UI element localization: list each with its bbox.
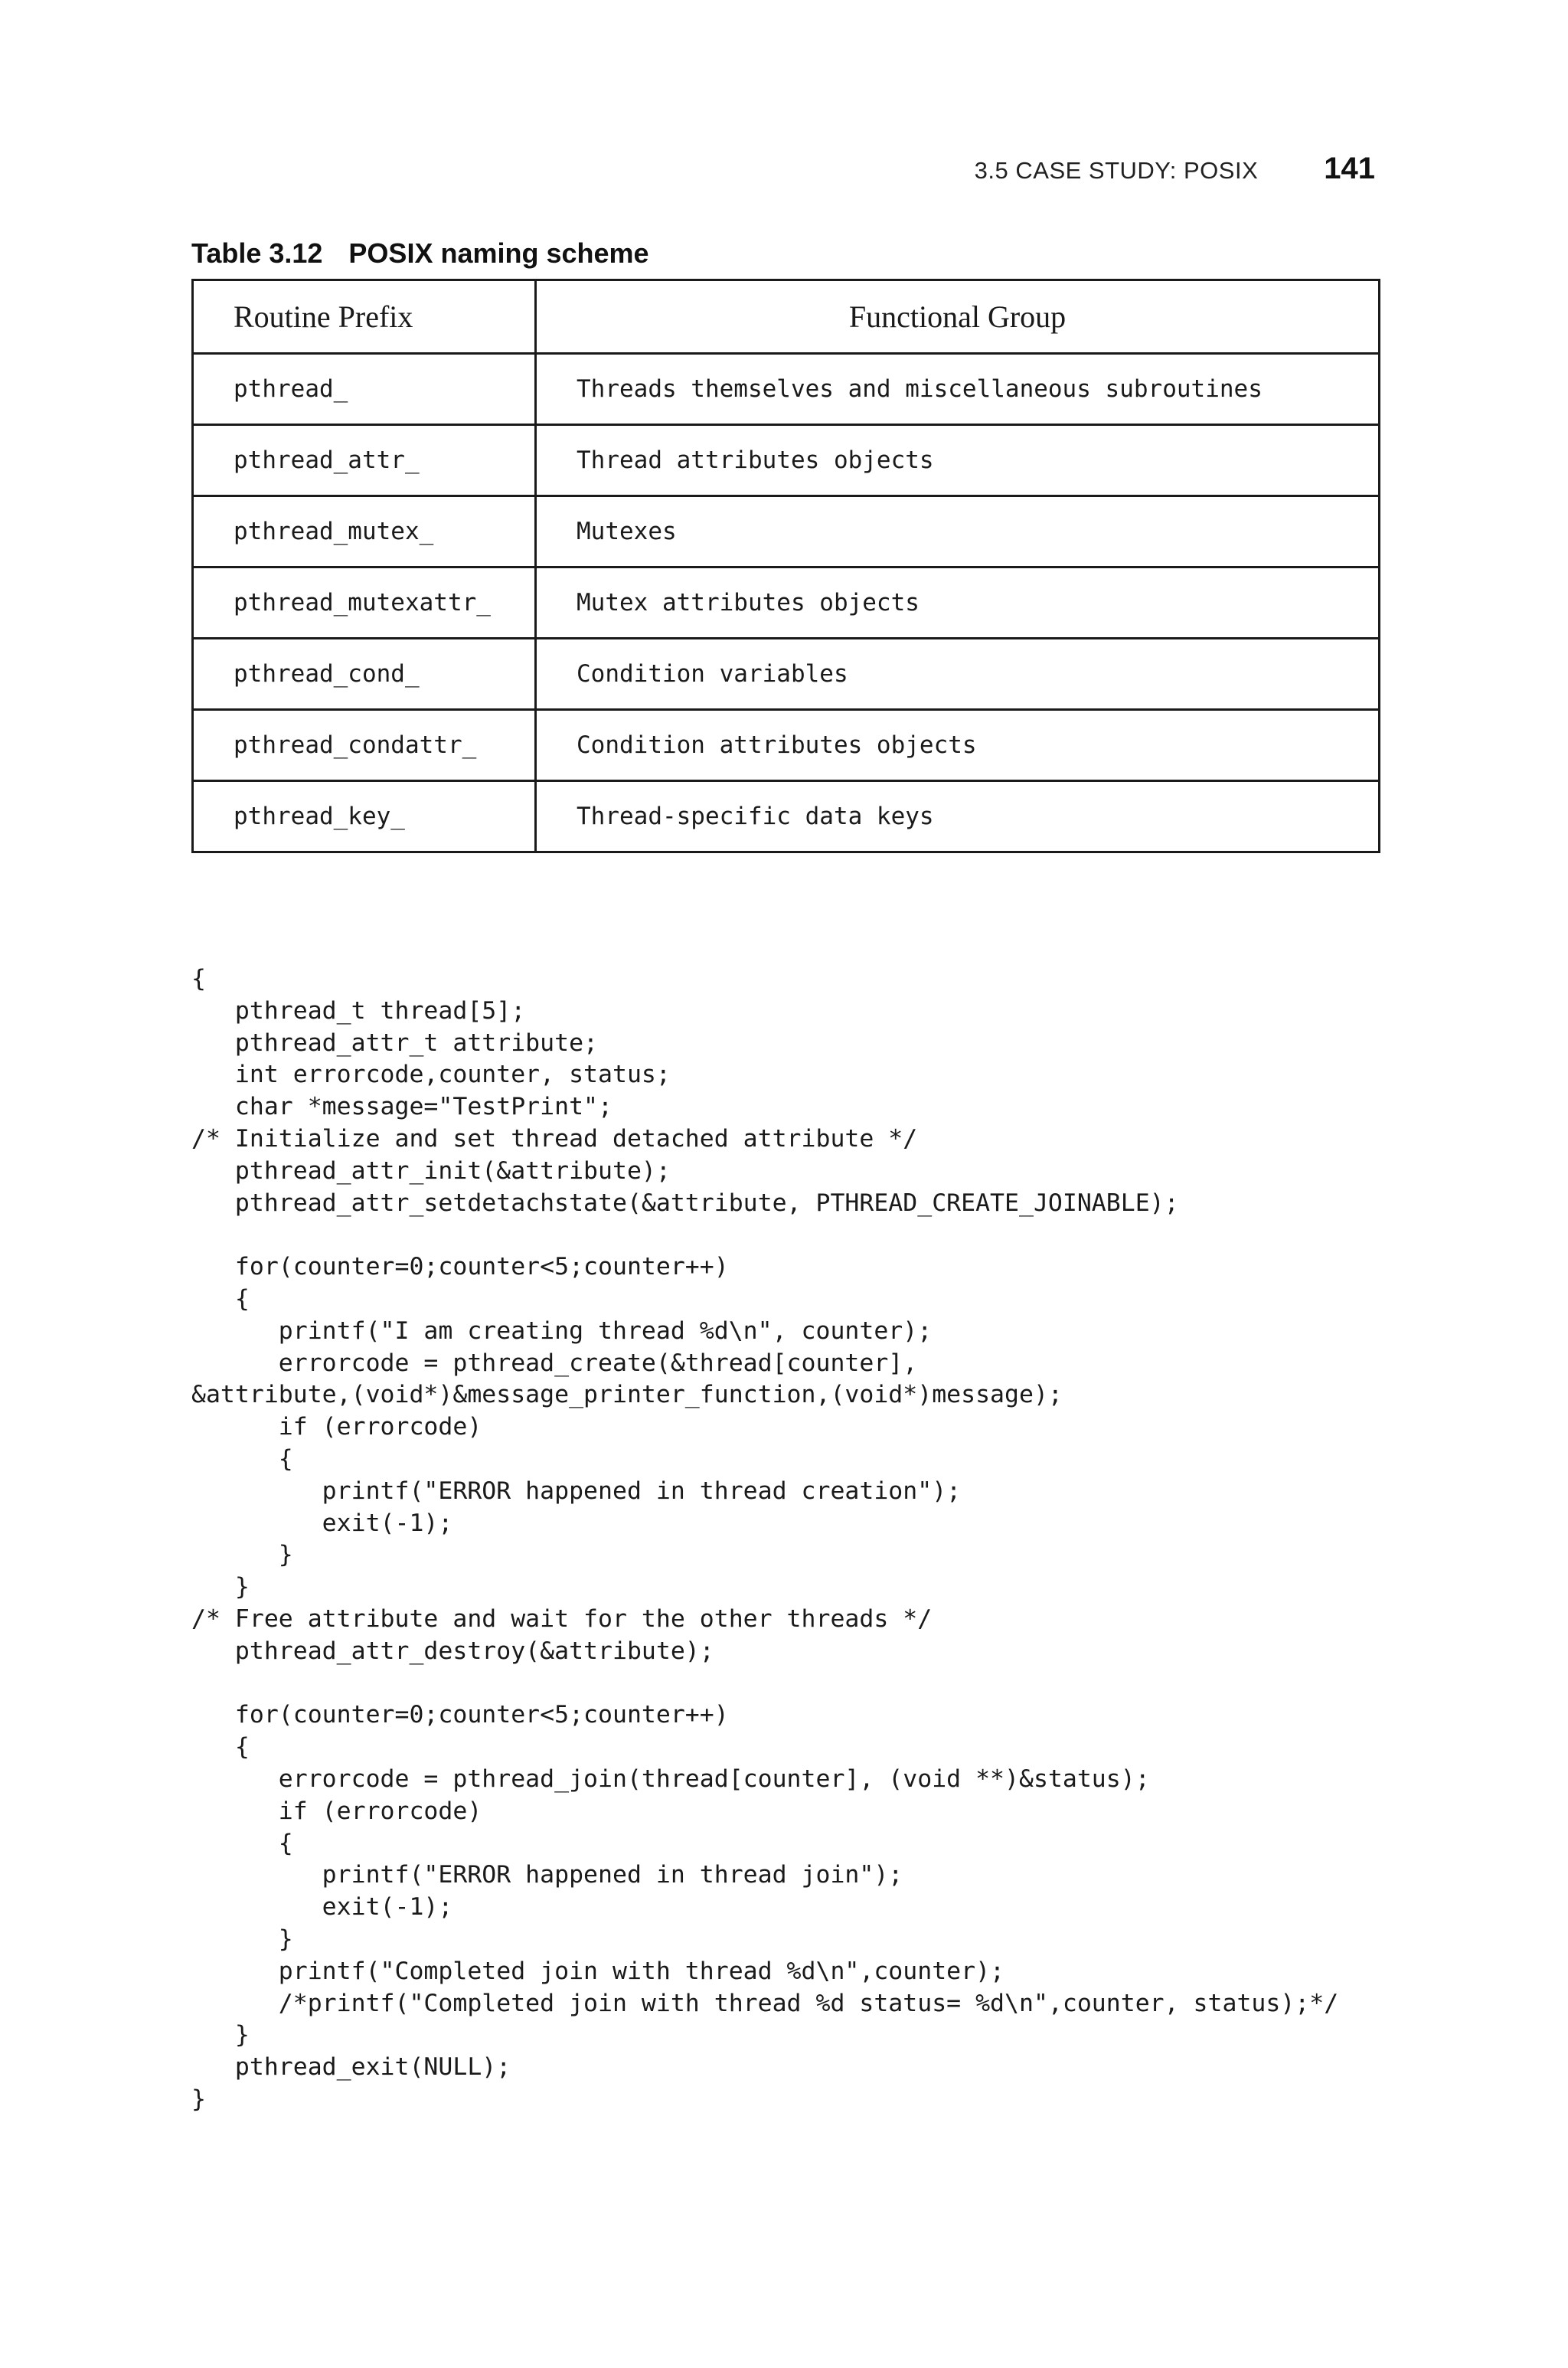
routine-prefix-cell: pthread_key_: [193, 781, 536, 852]
table-row: [193, 639, 1380, 710]
routine-prefix-cell: pthread_attr_: [193, 425, 536, 496]
posix-naming-table: [191, 279, 1380, 853]
column-header-routine-prefix: Routine Prefix: [193, 280, 536, 354]
functional-group-cell: Condition variables: [536, 639, 1380, 710]
column-header-functional-group: Functional Group: [536, 280, 1380, 354]
table-row: [193, 781, 1380, 852]
table-caption: [191, 237, 649, 270]
running-header: [975, 152, 1375, 186]
routine-prefix-cell: pthread_mutexattr_: [193, 567, 536, 639]
functional-group-cell: Thread-specific data keys: [536, 781, 1380, 852]
section-label: 3.5 CASE STUDY: POSIX: [974, 157, 1259, 184]
table-row: [193, 425, 1380, 496]
code-listing: { pthread_t thread[5]; pthread_attr_t attribute; int errorcode,counter, status; char *message="TestPrint"; /* Initialize and set thread detached attribute */ pthread_attr_init(&attribute); pthread_attr_setdetachstate(&attribute, PTHREAD_CREATE_JOINABLE); for(counter=0;counter<5;counter++) { printf("I am creating thread %d\n", counter); errorcode = pthread_create(&thread[counter], &attribute,(void*)&message_printer_function,(void*)message); if (errorcode) { printf("ERROR happened in thread creation"); exit(-1); } } /* Free attribute and wait for the other threads */ pthread_attr_destroy(&attribute); for(counter=0;counter<5;counter++) { errorcode = pthread_join(thread[counter], (void **)&status); if (errorcode) { printf("ERROR happened in thread join"); exit(-1); } printf("Completed join with thread %d\n",counter); /*printf("Completed join with thread %d status= %d\n",counter, status);*/ } pthread_exit(NULL); }: [191, 965, 1339, 2113]
table-caption-title: POSIX naming scheme: [348, 237, 649, 269]
functional-group-cell: Threads themselves and miscellaneous subroutines: [536, 354, 1380, 425]
table-row: [193, 710, 1380, 781]
table-row: [193, 496, 1380, 567]
functional-group-cell: Condition attributes objects: [536, 710, 1380, 781]
table-row: [193, 354, 1380, 425]
table-header-row: [193, 280, 1380, 354]
routine-prefix-cell: pthread_condattr_: [193, 710, 536, 781]
routine-prefix-cell: pthread_cond_: [193, 639, 536, 710]
routine-prefix-cell: pthread_mutex_: [193, 496, 536, 567]
functional-group-cell: Mutex attributes objects: [536, 567, 1380, 639]
functional-group-cell: Thread attributes objects: [536, 425, 1380, 496]
table-caption-number: Table 3.12: [191, 237, 323, 269]
table-row: [193, 567, 1380, 639]
functional-group-cell: Mutexes: [536, 496, 1380, 567]
page-number: 141: [1324, 152, 1375, 185]
routine-prefix-cell: pthread_: [193, 354, 536, 425]
